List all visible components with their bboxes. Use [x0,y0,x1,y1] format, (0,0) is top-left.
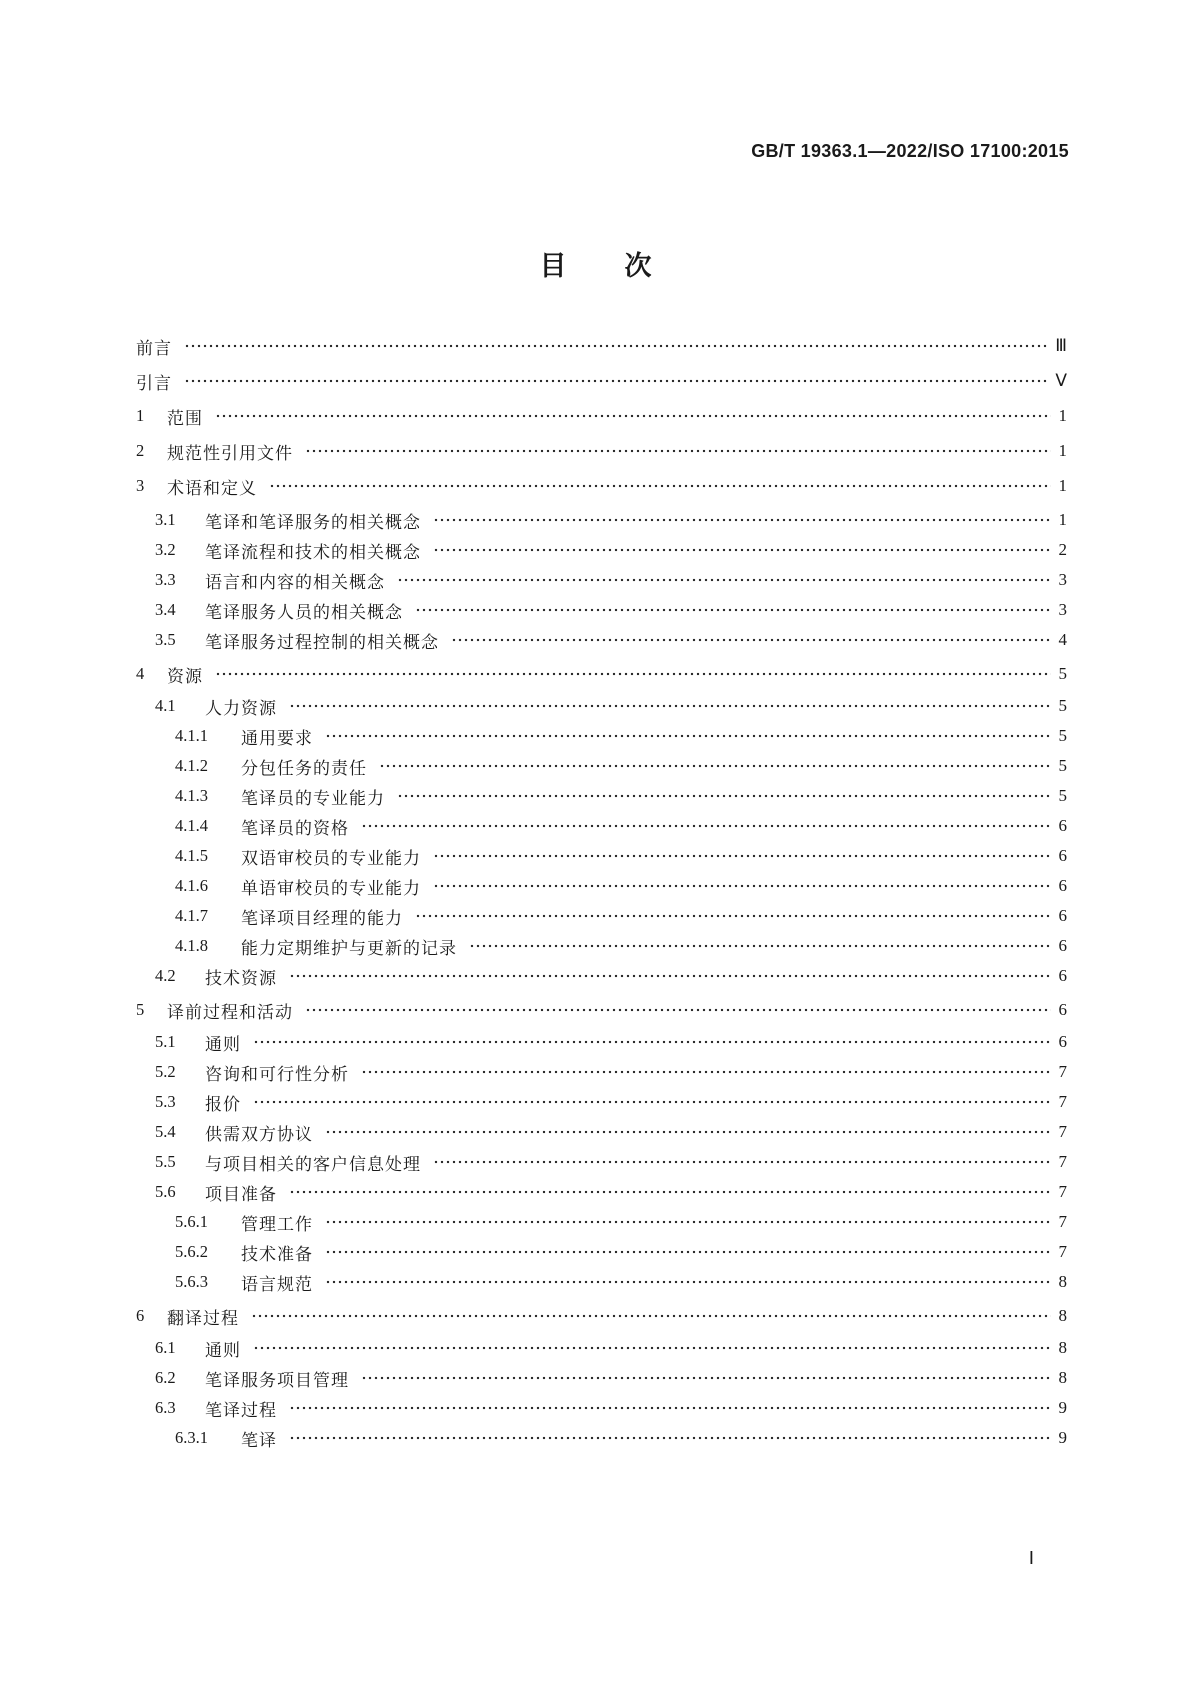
toc-entry[interactable] [0,723,1191,749]
dot-leader [184,340,1047,352]
dot-leader [361,1372,1051,1384]
dot-leader [253,1096,1051,1108]
dot-leader [325,1276,1051,1288]
toc-entry-label: 技术资源 [205,968,277,989]
toc-entry-number: 3.4 [155,600,176,619]
toc-entry-label: 人力资源 [205,698,277,719]
toc-entry-label: 供需双方协议 [205,1124,313,1145]
toc-entry[interactable] [0,693,1191,719]
toc-entry-label: 语言规范 [241,1274,313,1295]
toc-entry[interactable] [0,1395,1191,1421]
toc-entry[interactable] [0,661,1191,687]
toc-entry-number: 5.4 [155,1122,176,1141]
dot-leader [433,850,1051,862]
toc-entry[interactable] [0,873,1191,899]
toc-entry-page: 1 [1058,476,1067,495]
dot-leader [397,790,1051,802]
dot-leader [433,544,1051,556]
dot-leader [305,1004,1051,1016]
toc-entry-label: 规范性引用文件 [167,443,293,464]
toc-entry[interactable] [0,537,1191,563]
toc-entry[interactable] [0,1119,1191,1145]
toc-entry-label: 范围 [167,408,203,429]
toc-entry-page: 8 [1058,1368,1067,1387]
toc-entry-page: Ⅴ [1055,371,1067,390]
toc-entry-page: 5 [1058,664,1067,683]
dot-leader [215,668,1051,680]
toc-entry-number: 5.3 [155,1092,176,1111]
standard-code-header: GB/T 19363.1—2022/ISO 17100:2015 [751,141,1069,161]
dot-leader [253,1342,1051,1354]
page-title: 目次 [539,251,710,282]
toc-entry[interactable] [0,1089,1191,1115]
toc-entry-number: 5.6.2 [175,1242,208,1261]
dot-leader [305,445,1051,457]
toc-entry-number: 6.1 [155,1338,176,1357]
dot-leader [433,1156,1051,1168]
toc-entry-label: 笔译过程 [205,1400,277,1421]
toc-entry-number: 6.3.1 [175,1428,208,1447]
dot-leader [361,820,1051,832]
toc-entry-page: 6 [1058,1000,1067,1019]
toc-entry[interactable] [0,1029,1191,1055]
toc-entry[interactable] [0,567,1191,593]
toc-entry-page: 5 [1058,726,1067,745]
toc-entry-number: 3.1 [155,510,176,529]
dot-leader [379,760,1051,772]
toc-entry-page: 6 [1058,846,1067,865]
toc-entry-page: Ⅲ [1055,336,1067,355]
toc-entry-page: 6 [1058,816,1067,835]
dot-leader [251,1310,1051,1322]
toc-entry[interactable] [0,403,1191,429]
toc-entry-number: 4.1 [155,696,176,715]
toc-entry-number: 5.2 [155,1062,176,1081]
toc-entry-number: 5.6.3 [175,1272,208,1291]
dot-leader [433,880,1051,892]
toc-entry-number: 4.2 [155,966,176,985]
toc-entry-label: 通则 [205,1340,241,1361]
toc-entry[interactable] [0,843,1191,869]
toc-entry-page: 9 [1058,1428,1067,1447]
toc-entry-number: 5.6 [155,1182,176,1201]
toc-entry-label: 能力定期维护与更新的记录 [241,938,457,959]
toc-entry-page: 1 [1058,510,1067,529]
toc-entry-label: 项目准备 [205,1184,277,1205]
toc-entry-page: 7 [1058,1062,1067,1081]
toc-entry[interactable] [0,1303,1191,1329]
toc-entry-page: 6 [1058,966,1067,985]
toc-entry-page: 2 [1058,540,1067,559]
toc-entry-label: 语言和内容的相关概念 [205,572,385,593]
toc-entry[interactable] [0,507,1191,533]
dot-leader [451,634,1051,646]
toc-entry[interactable] [0,1335,1191,1361]
toc-entry[interactable] [0,1425,1191,1451]
toc-entry-number: 5 [136,1000,145,1019]
dot-leader [361,1066,1051,1078]
toc-entry-label: 通则 [205,1034,241,1055]
dot-leader [433,514,1051,526]
toc-entry-label: 笔译员的专业能力 [241,788,385,809]
toc-entry-number: 5.1 [155,1032,176,1051]
toc-entry-page: 5 [1058,696,1067,715]
dot-leader [325,730,1051,742]
toc-entry-label: 与项目相关的客户信息处理 [205,1154,421,1175]
toc-entry[interactable] [0,813,1191,839]
page-number: Ⅰ [1028,1548,1034,1568]
toc-entry-page: 8 [1058,1272,1067,1291]
toc-entry-label: 笔译服务人员的相关概念 [205,602,403,623]
toc-entry-label: 术语和定义 [167,478,257,499]
toc-entry-page: 8 [1058,1306,1067,1325]
toc-entry-label: 笔译和笔译服务的相关概念 [205,512,421,533]
toc-entry-number: 4.1.7 [175,906,208,925]
toc-entry-label: 翻译过程 [167,1308,239,1329]
toc-entry-number: 1 [136,406,145,425]
toc-entry-number: 4.1.5 [175,846,208,865]
toc-entry-label: 资源 [167,666,203,687]
toc-entry-page: 7 [1058,1152,1067,1171]
toc-entry-page: 6 [1058,906,1067,925]
toc-entry-page: 5 [1058,756,1067,775]
dot-leader [289,1402,1051,1414]
dot-leader [415,910,1051,922]
dot-leader [289,700,1051,712]
toc-entry-number: 2 [136,441,145,460]
dot-leader [415,604,1051,616]
toc-entry-page: 1 [1058,441,1067,460]
toc-entry-number: 6.2 [155,1368,176,1387]
toc-entry-number: 4.1.2 [175,756,208,775]
toc-entry[interactable] [0,753,1191,779]
toc-entry-label: 报价 [205,1094,241,1115]
toc-entry-page: 5 [1058,786,1067,805]
toc-entry-page: 7 [1058,1122,1067,1141]
toc-entry-label: 前言 [136,338,172,359]
toc-entry-number: 3.5 [155,630,176,649]
toc-entry-label: 通用要求 [241,728,313,749]
dot-leader [253,1036,1051,1048]
toc-entry[interactable] [0,438,1191,464]
toc-entry-number: 4 [136,664,145,683]
toc-entry-label: 引言 [136,373,172,394]
toc-entry-label: 分包任务的责任 [241,758,367,779]
toc-entry-label: 技术准备 [241,1244,313,1265]
toc-entry-label: 咨询和可行性分析 [205,1064,349,1085]
toc-entry[interactable] [0,368,1191,394]
toc-entry-number: 6 [136,1306,145,1325]
dot-leader [325,1126,1051,1138]
toc-entry[interactable] [0,1149,1191,1175]
dot-leader [289,970,1051,982]
toc-entry[interactable] [0,963,1191,989]
toc-entry[interactable] [0,1059,1191,1085]
toc-entry[interactable] [0,1179,1191,1205]
toc-entry[interactable] [0,1269,1191,1295]
toc-entry-page: 3 [1058,600,1067,619]
toc-entry-label: 译前过程和活动 [167,1002,293,1023]
toc-entry-label: 笔译 [241,1430,277,1451]
dot-leader [325,1216,1051,1228]
dot-leader [215,410,1051,422]
dot-leader [289,1186,1051,1198]
toc-entry-label: 笔译员的资格 [241,818,349,839]
toc-entry-page: 6 [1058,1032,1067,1051]
toc-entry-page: 7 [1058,1242,1067,1261]
toc-entry-page: 3 [1058,570,1067,589]
toc-entry-number: 4.1.6 [175,876,208,895]
toc-entry-number: 4.1.3 [175,786,208,805]
toc-entry[interactable] [0,997,1191,1023]
toc-entry-number: 3.2 [155,540,176,559]
toc-entry[interactable] [0,333,1191,359]
toc-entry-number: 4.1.8 [175,936,208,955]
toc-entry-label: 管理工作 [241,1214,313,1235]
toc-entry-page: 6 [1058,936,1067,955]
toc-entry-label: 双语审校员的专业能力 [241,848,421,869]
toc-entry[interactable] [0,473,1191,499]
dot-leader [289,1432,1051,1444]
toc-entry-label: 笔译服务过程控制的相关概念 [205,632,439,653]
toc-entry-number: 5.5 [155,1152,176,1171]
toc-entry[interactable] [0,1365,1191,1391]
toc-entry-page: 6 [1058,876,1067,895]
toc-entry-number: 4.1.1 [175,726,208,745]
toc-entry-label: 笔译服务项目管理 [205,1370,349,1391]
toc-entry-number: 3 [136,476,145,495]
toc-entry-page: 7 [1058,1092,1067,1111]
dot-leader [325,1246,1051,1258]
toc-entry-page: 1 [1058,406,1067,425]
toc-entry[interactable] [0,783,1191,809]
toc-entry-number: 5.6.1 [175,1212,208,1231]
toc-entry[interactable] [0,903,1191,929]
toc-entry-label: 笔译流程和技术的相关概念 [205,542,421,563]
toc-entry[interactable] [0,627,1191,653]
toc-entry-label: 单语审校员的专业能力 [241,878,421,899]
toc-entry[interactable] [0,1209,1191,1235]
toc-entry[interactable] [0,933,1191,959]
toc-entry[interactable] [0,597,1191,623]
toc-entry-label: 笔译项目经理的能力 [241,908,403,929]
toc-entry-number: 4.1.4 [175,816,208,835]
toc-entry-number: 3.3 [155,570,176,589]
toc-entry-page: 7 [1058,1212,1067,1231]
toc-entry-page: 9 [1058,1398,1067,1417]
toc-entry-page: 8 [1058,1338,1067,1357]
toc-entry-page: 4 [1058,630,1067,649]
toc-entry-number: 6.3 [155,1398,176,1417]
dot-leader [469,940,1051,952]
dot-leader [184,375,1047,387]
dot-leader [397,574,1051,586]
toc-entry-page: 7 [1058,1182,1067,1201]
dot-leader [269,480,1051,492]
toc-entry[interactable] [0,1239,1191,1265]
